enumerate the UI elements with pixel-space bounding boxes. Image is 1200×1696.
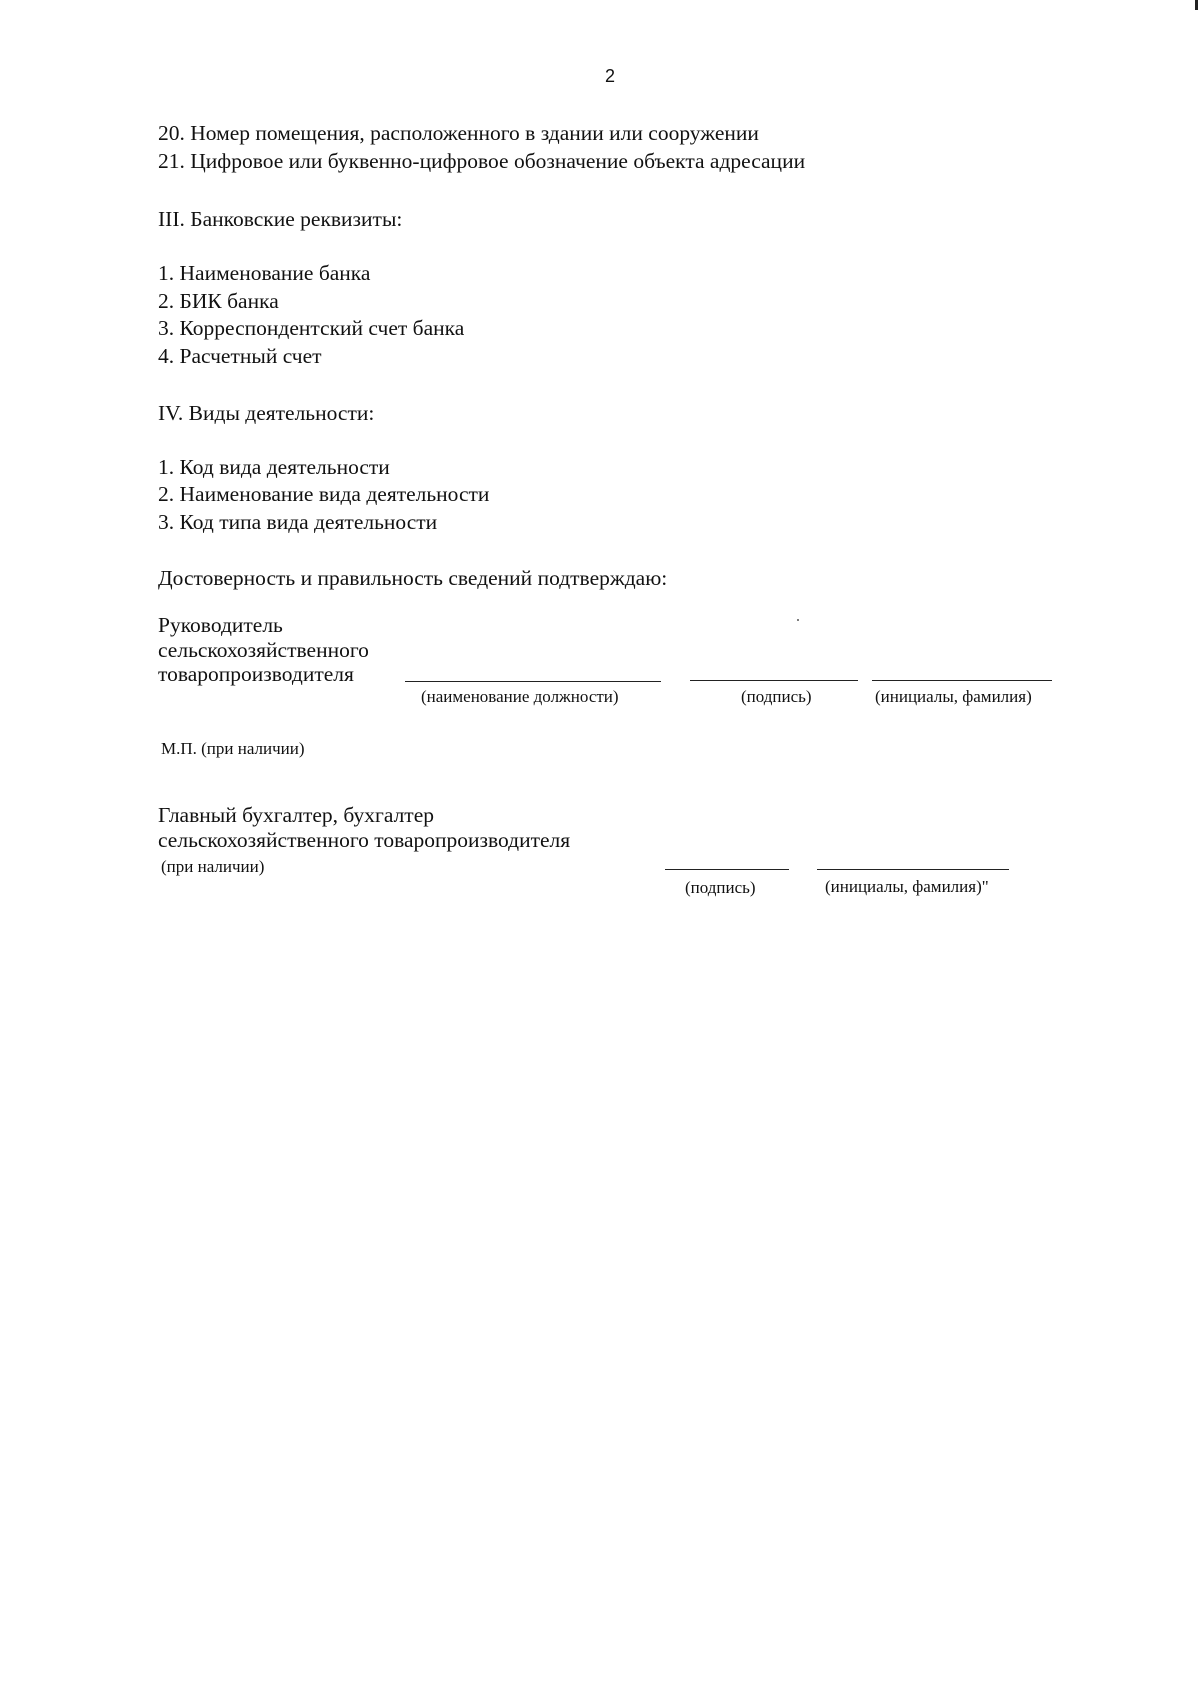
scan-edge-mark xyxy=(1195,0,1198,10)
bank-item-2: 2. БИК банка xyxy=(158,289,279,313)
accountant-signature-line xyxy=(665,869,789,870)
bank-item-1: 1. Наименование банка xyxy=(158,261,371,285)
accountant-caption-name: (инициалы, фамилия)" xyxy=(825,877,989,896)
confirmation-text: Достоверность и правильность сведений подтверждаю: xyxy=(158,566,668,590)
stamp-note: М.П. (при наличии) xyxy=(161,739,305,758)
accountant-title-line-2: сельскохозяйственного товаропроизводителя xyxy=(158,828,571,852)
bank-item-3: 3. Корреспондентский счет банка xyxy=(158,316,465,340)
head-title-line-2: сельскохозяйственного xyxy=(158,638,369,662)
address-item-21: 21. Цифровое или буквенно-цифровое обозначение объекта адресации xyxy=(158,149,806,173)
address-item-20: 20. Номер помещения, расположенного в здании или сооружении xyxy=(158,121,759,145)
head-position-line xyxy=(405,681,661,682)
scan-speck xyxy=(797,619,799,621)
head-caption-name: (инициалы, фамилия) xyxy=(875,687,1032,706)
head-title-line-3: товаропроизводителя xyxy=(158,662,354,686)
head-caption-position: (наименование должности) xyxy=(421,687,619,706)
accountant-title-line-1: Главный бухгалтер, бухгалтер xyxy=(158,803,434,827)
head-title-line-1: Руководитель xyxy=(158,613,283,637)
accountant-caption-signature: (подпись) xyxy=(685,878,756,897)
accountant-note: (при наличии) xyxy=(161,857,265,876)
section-bank-heading: III. Банковские реквизиты: xyxy=(158,207,403,231)
accountant-name-line xyxy=(817,869,1009,870)
head-name-line xyxy=(872,680,1052,681)
section-activity-heading: IV. Виды деятельности: xyxy=(158,401,375,425)
page-number: 2 xyxy=(604,66,615,86)
activity-item-1: 1. Код вида деятельности xyxy=(158,455,390,479)
activity-item-2: 2. Наименование вида деятельности xyxy=(158,482,490,506)
bank-item-4: 4. Расчетный счет xyxy=(158,344,322,368)
head-caption-signature: (подпись) xyxy=(741,687,812,706)
head-signature-line xyxy=(690,680,858,681)
activity-item-3: 3. Код типа вида деятельности xyxy=(158,510,438,534)
